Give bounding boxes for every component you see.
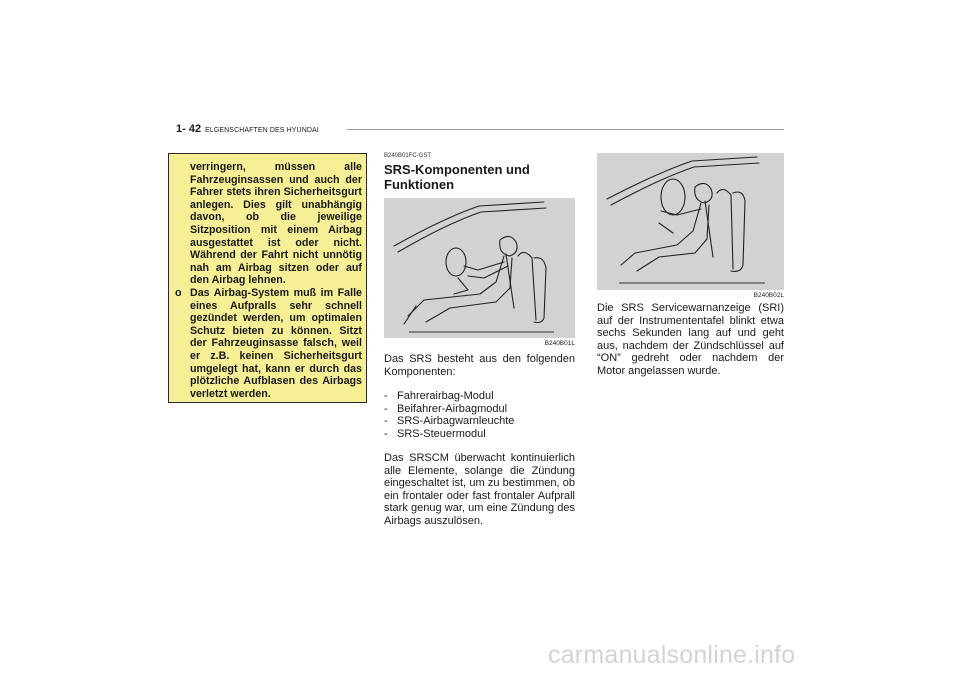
section-title: ELGENSCHAFTEN DES HYUNDAI [205, 127, 319, 134]
page-header [176, 123, 319, 135]
figure2-code: B240B02L [753, 292, 784, 299]
warning-bullet-text: Das Airbag-System muß im Falle eines Aufpralls sehr schnell gezündet werden, um optimalen Schutz bieten zu können. Sitzt der Fahrzeuginsasse falsch, weil er z.B. keinen Sicherheitsgurt umgelegt hat, kann er durch das plötzliche Aufblasen des Airbags verletzt werden. [190, 286, 362, 400]
page-number: 1- 42 [176, 123, 202, 135]
warning-bullet [175, 287, 362, 400]
figure-driver-airbag [384, 198, 575, 338]
figure1-code: B240B01L [544, 340, 575, 347]
list-item: - Fahrerairbag-Modul [384, 390, 494, 402]
passenger-airbag-illustration [597, 153, 784, 290]
list-item: - Beifahrer-Airbagmodul [384, 402, 508, 415]
list-item: - SRS-Steuermodul [384, 427, 486, 440]
srscm-paragraph: Das SRSCM überwacht kontinuierlich alle Elemente, solange die Zündung eingeschaltet ist, um zu bestimmen, ob ein frontaler oder fast frontaler Aufprall stark genug war, um eine Zündung des Airbags auszulösen. [384, 452, 575, 527]
figure-passenger-airbag [597, 153, 784, 290]
driver-airbag-illustration [384, 198, 575, 338]
section-code: B240B01FC-GST [384, 153, 432, 159]
sri-paragraph: Die SRS Servicewarnanzeige (SRI) auf der Instrumententafel blinkt etwa sechs Sekunden lang auf und geht aus, nachdem der Zündschlüssel auf “ON” gedreht oder nachdem der Motor angelassen wurde. [597, 302, 784, 377]
components-intro: Das SRS besteht aus den folgenden Komponenten: [384, 353, 575, 378]
right-column [597, 153, 784, 377]
watermark: carmanualsonline.info [548, 641, 796, 669]
warning-continued-text: verringern, müssen alle Fahrzeuginsassen und auch der Fahrer stets ihren Sicherheitsgurt anlegen. Dies gilt unabhängig davon, ob die jeweilige Sitzposition mit einem Airbag ausgestattet ist oder nicht. Während der Fahrt nicht unnötig nah am Airbag sitzen oder auf den Airbag lehnen. [190, 161, 362, 287]
bullet-marker: o [175, 286, 182, 299]
components-list [384, 390, 575, 440]
section-heading: SRS-Komponenten und Funktionen [384, 162, 530, 192]
srs-section [384, 153, 575, 527]
warning-box [168, 153, 367, 403]
header-rule [347, 129, 784, 130]
list-item: - SRS-Airbagwarnleuchte [384, 415, 515, 427]
